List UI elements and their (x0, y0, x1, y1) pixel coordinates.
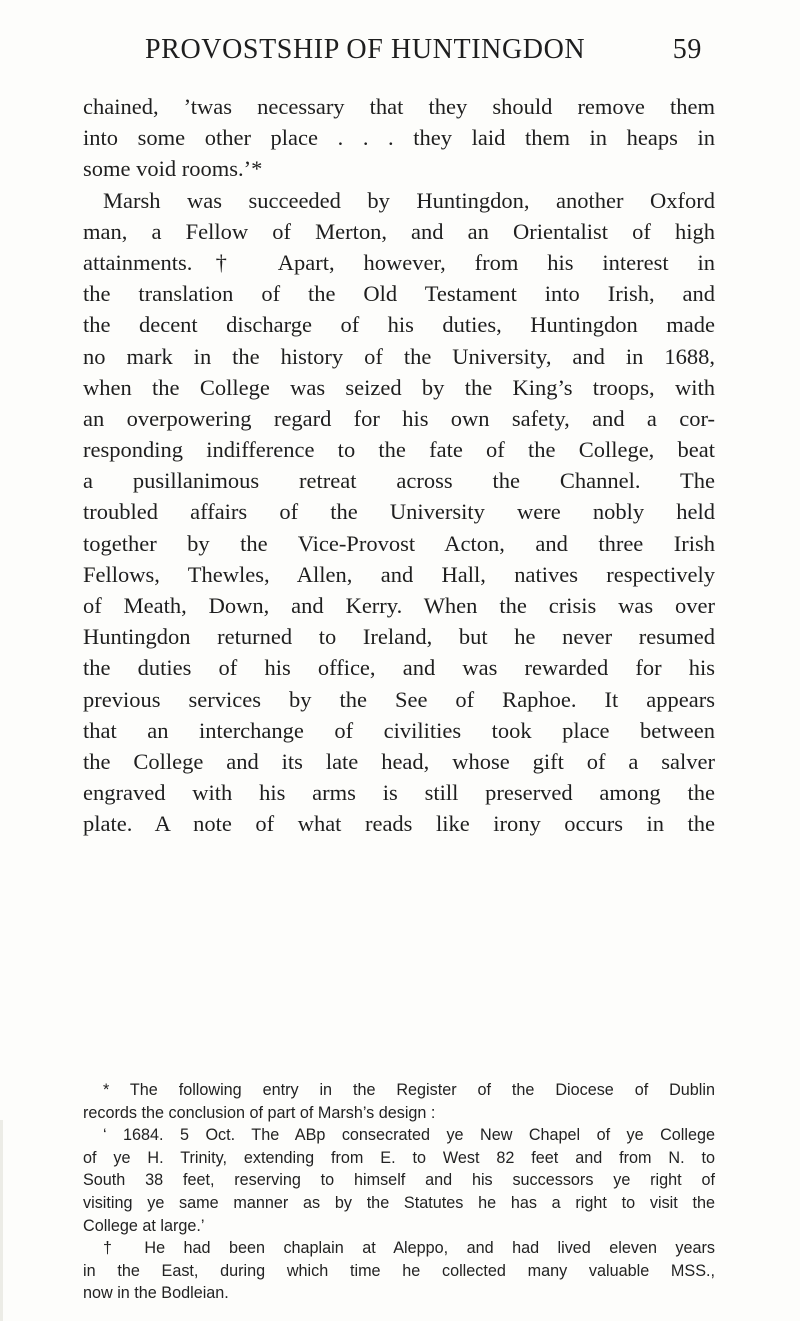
body-line: previous services by the See of Raphoe. It appears (83, 686, 715, 712)
body-line: chained, ’twas necessary that they should remove them (83, 94, 715, 119)
running-title: PROVOSTSHIP OF HUNTINGDON (145, 34, 586, 65)
body-line: of Meath, Down, and Kerry. When the crisis was over (83, 593, 715, 618)
body-line: plate. A note of what reads like irony occurs in the (83, 811, 715, 837)
footnote-line: records the conclusion of part of Marsh’s design : (83, 1103, 436, 1122)
footnote-dagger-line: † He had been chaplain at Aleppo, and had lived eleven years (103, 1239, 715, 1258)
footnote-asterisk-line: * The following entry in the Register of the Diocese of Dublin (103, 1081, 715, 1099)
footnote-line: of ye H. Trinity, extending from E. to West 82 feet and from N. to (83, 1148, 715, 1167)
page-edge-shadow (0, 1120, 3, 1321)
body-line: together by the Vice-Provost Acton, and three Irish (83, 530, 715, 556)
body-line: the duties of his office, and was rewarded for his (83, 655, 715, 681)
footnote-line: in the East, during which time he collected many valuable MSS., (83, 1261, 715, 1280)
footnote-line: now in the Bodleian. (83, 1284, 229, 1303)
body-line: a pusillanimous retreat across the Channel. The (83, 468, 715, 494)
body-line: Fellows, Thewles, Allen, and Hall, natives respectively (83, 561, 715, 587)
footnote-line: South 38 feet, reserving to himself and his successors ye right of (83, 1171, 715, 1190)
body-line: responding indifference to the fate of the College, beat (83, 437, 715, 463)
footnote-line: College at large.’ (83, 1216, 205, 1235)
page-number: 59 (672, 34, 702, 65)
running-head (145, 34, 702, 74)
body-line: man, a Fellow of Merton, and an Orientalist of high (83, 218, 715, 244)
body-line: some void rooms.’* (83, 156, 263, 182)
body-line: the decent discharge of his duties, Huntingdon made (83, 312, 715, 338)
body-line: that an interchange of civilities took place between (83, 717, 715, 743)
body-line: engraved with his arms is still preserved among the (83, 780, 715, 806)
body-line: no mark in the history of the University, and in 1688, (83, 343, 715, 369)
footnote-line: ‘ 1684. 5 Oct. The ABp consecrated ye New Chapel of ye College (103, 1126, 715, 1145)
body-line: troubled affairs of the University were nobly held (83, 499, 715, 525)
paragraph-start-line: Marsh was succeeded by Huntingdon, another Oxford (103, 187, 715, 213)
footnote-line: visiting ye same manner as by the Statutes he has a right to visit the (83, 1193, 715, 1212)
body-text (83, 91, 715, 840)
body-line: when the College was seized by the King’s troops, with (83, 374, 715, 400)
body-line: Huntingdon returned to Ireland, but he never resumed (83, 624, 715, 650)
body-line: an overpowering regard for his own safety, and a cor- (83, 405, 715, 431)
body-line: into some other place . . . they laid them in heaps in (83, 125, 715, 151)
footnotes (83, 1079, 715, 1305)
body-line: the translation of the Old Testament into Irish, and (83, 281, 715, 307)
body-line: attainments.† Apart, however, from his interest in (83, 249, 715, 275)
body-line: the College and its late head, whose gift of a salver (83, 748, 715, 774)
